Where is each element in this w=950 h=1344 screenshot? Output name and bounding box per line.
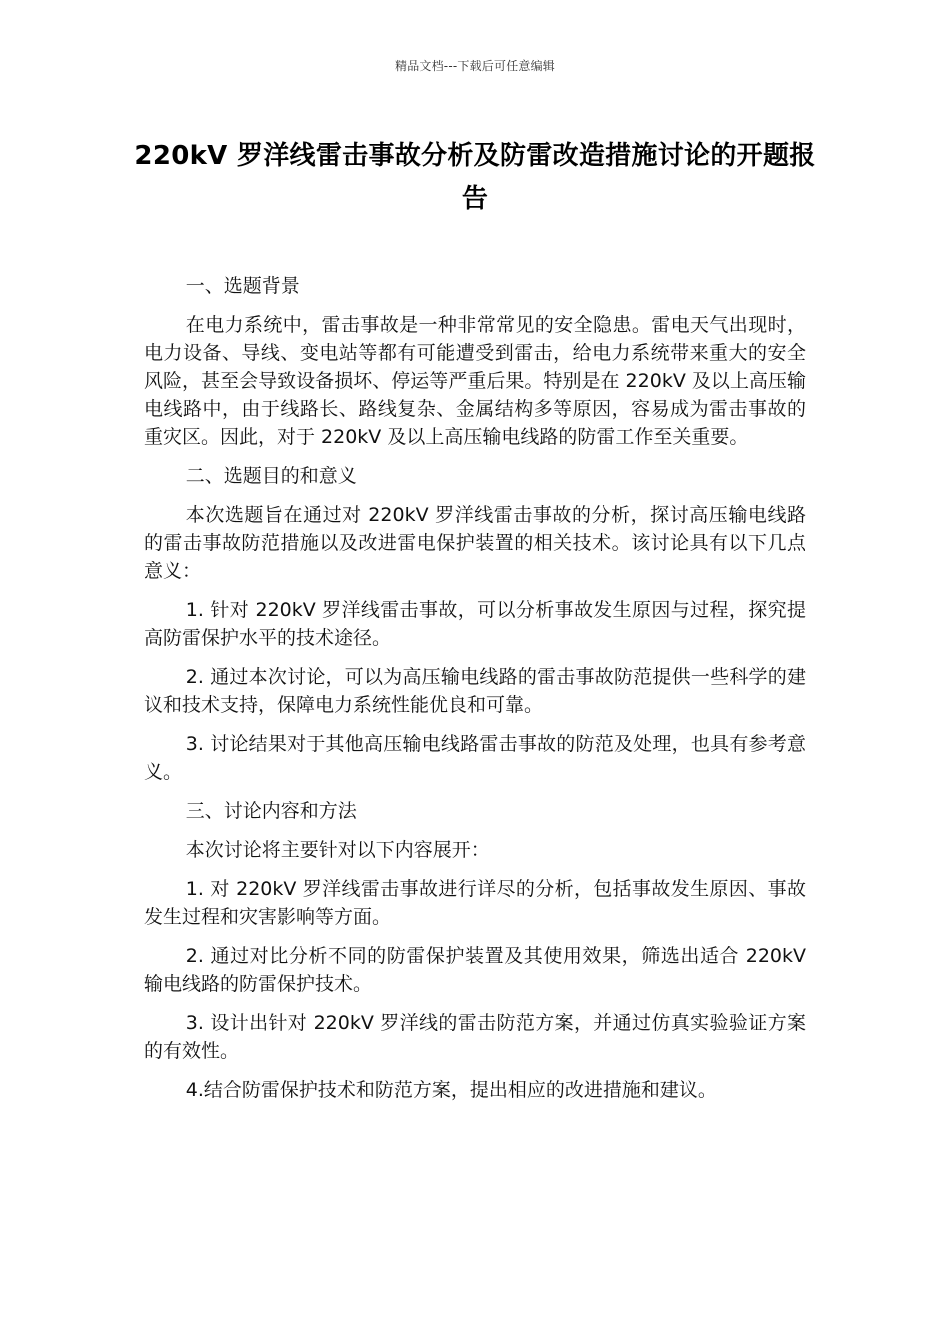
section-heading-background: 一、选题背景 bbox=[185, 275, 300, 297]
paragraph-content-item-1: 1. 对 220kV 罗洋线雷击事故进行详尽的分析，包括事故发生原因、事故发生过程和灾害影响等方面。 bbox=[144, 878, 806, 928]
paragraph-purpose-item-3: 3. 讨论结果对于其他高压输电线路雷击事故的防范及处理，也具有参考意义。 bbox=[144, 733, 806, 783]
paragraph-content-item-2: 2. 通过对比分析不同的防雷保护装置及其使用效果，筛选出适合 220kV 输电线路的防雷保护技术。 bbox=[144, 945, 806, 995]
paragraph-purpose-intro: 本次选题旨在通过对 220kV 罗洋线雷击事故的分析，探讨高压输电线路的雷击事故防范措施以及改进雷电保护装置的相关技术。该讨论具有以下几点意义： bbox=[144, 504, 806, 582]
paragraph-content-item-3: 3. 设计出针对 220kV 罗洋线的雷击防范方案，并通过仿真实验验证方案的有效性。 bbox=[144, 1012, 806, 1062]
section-heading-purpose: 二、选题目的和意义 bbox=[185, 465, 357, 487]
document-title: 220kV 罗洋线雷击事故分析及防雷改造措施讨论的开题报告 bbox=[134, 141, 816, 214]
paragraph-content-item-4: 4.结合防雷保护技术和防范方案，提出相应的改进措施和建议。 bbox=[185, 1079, 717, 1101]
document-body bbox=[144, 272, 806, 1115]
paragraph-content-intro: 本次讨论将主要针对以下内容展开： bbox=[185, 839, 490, 861]
paragraph-purpose-item-1: 1. 针对 220kV 罗洋线雷击事故，可以分析事故发生原因与过程，探究提高防雷保护水平的技术途径。 bbox=[144, 599, 806, 649]
page-header-note: 精品文档---下载后可任意编辑 bbox=[395, 59, 555, 73]
paragraph-background: 在电力系统中，雷击事故是一种非常常见的安全隐患。雷电天气出现时，电力设备、导线、变电站等都有可能遭受到雷击，给电力系统带来重大的安全风险，甚至会导致设备损坏、停运等严重后果。特别是在 220kV 及以上高压输电线路中，由于线路长、路线复杂、金属结构多等原因，容易成为雷击事故的重灾区。因此，对于 220kV 及以上高压输电线路的防雷工作至关重要。 bbox=[144, 314, 806, 448]
section-heading-content-method: 三、讨论内容和方法 bbox=[185, 800, 357, 822]
paragraph-purpose-item-2: 2. 通过本次讨论，可以为高压输电线路的雷击事故防范提供一些科学的建议和技术支持，保障电力系统性能优良和可靠。 bbox=[144, 666, 806, 716]
